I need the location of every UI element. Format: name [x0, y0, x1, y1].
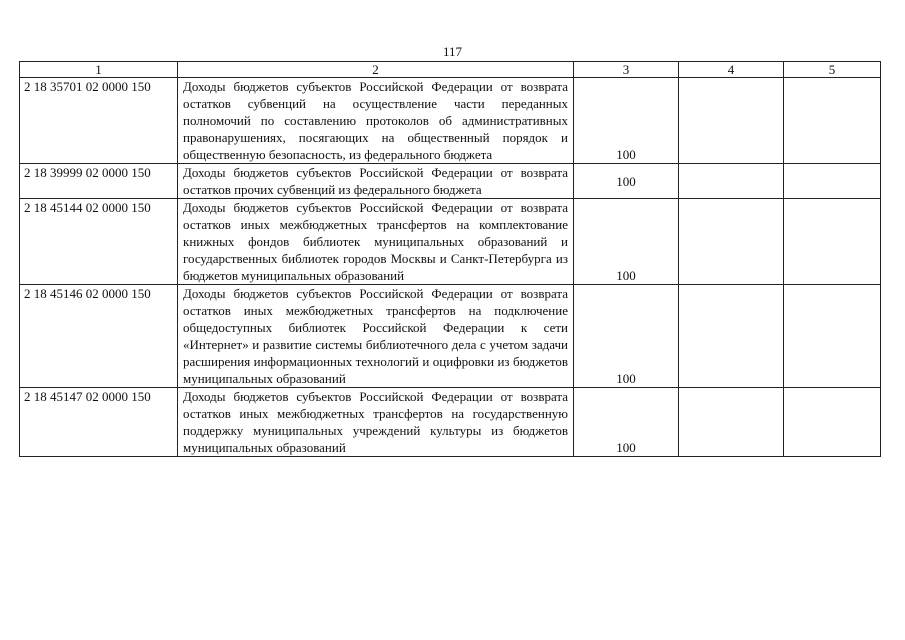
page-number: 117: [442, 44, 463, 59]
empty-cell-col4: [679, 285, 784, 388]
budget-code-cell: 2 18 45147 02 0000 150: [20, 388, 178, 457]
column-header-2: 2: [178, 62, 574, 78]
column-header-1: 1: [20, 62, 178, 78]
budget-revenue-table: [19, 61, 881, 457]
amount-cell: 100: [574, 285, 679, 388]
amount-cell: 100: [574, 199, 679, 285]
empty-cell-col5: [784, 164, 881, 199]
empty-cell-col4: [679, 78, 784, 164]
amount-cell: 100: [574, 388, 679, 457]
description-cell: Доходы бюджетов субъектов Российской Федерации от возврата остатков иных межбюджетных трансфертов на государственную поддержку муниципальных учреждений культуры из бюджетов муниципальных образований: [178, 388, 574, 457]
table-row: [20, 285, 881, 388]
empty-cell-col4: [679, 164, 784, 199]
table-row: [20, 78, 881, 164]
empty-cell-col4: [679, 199, 784, 285]
budget-code-cell: 2 18 45144 02 0000 150: [20, 199, 178, 285]
amount-cell: 100: [574, 78, 679, 164]
column-header-4: 4: [679, 62, 784, 78]
budget-code-cell: 2 18 39999 02 0000 150: [20, 164, 178, 199]
column-header-5: 5: [784, 62, 881, 78]
budget-code-cell: 2 18 45146 02 0000 150: [20, 285, 178, 388]
column-header-3: 3: [574, 62, 679, 78]
empty-cell-col5: [784, 199, 881, 285]
description-cell: Доходы бюджетов субъектов Российской Федерации от возврата остатков прочих субвенций из федерального бюджета: [178, 164, 574, 199]
empty-cell-col5: [784, 285, 881, 388]
table-row: [20, 164, 881, 199]
table-header-row: [20, 62, 881, 78]
description-cell: Доходы бюджетов субъектов Российской Федерации от возврата остатков иных межбюджетных трансфертов на подключение общедоступных библиотек Российской Федерации к сети «Интернет» и развитие системы библиотечного дела с учетом задачи расширения информационных технологий и оцифровки из бюджетов муниципальных образований: [178, 285, 574, 388]
empty-cell-col5: [784, 78, 881, 164]
empty-cell-col5: [784, 388, 881, 457]
budget-code-cell: 2 18 35701 02 0000 150: [20, 78, 178, 164]
table-row: [20, 199, 881, 285]
table-row: [20, 388, 881, 457]
description-cell: Доходы бюджетов субъектов Российской Федерации от возврата остатков субвенций на осуществление части переданных полномочий по составлению протоколов об административных правонарушениях, посягающих на общественный порядок и общественную безопасность, из федерального бюджета: [178, 78, 574, 164]
amount-cell: 100: [574, 164, 679, 199]
empty-cell-col4: [679, 388, 784, 457]
description-cell: Доходы бюджетов субъектов Российской Федерации от возврата остатков иных межбюджетных трансфертов на комплектование книжных фондов библиотек муниципальных образований и государственных библиотек городов Москвы и Санкт-Петербурга из бюджетов муниципальных образований: [178, 199, 574, 285]
